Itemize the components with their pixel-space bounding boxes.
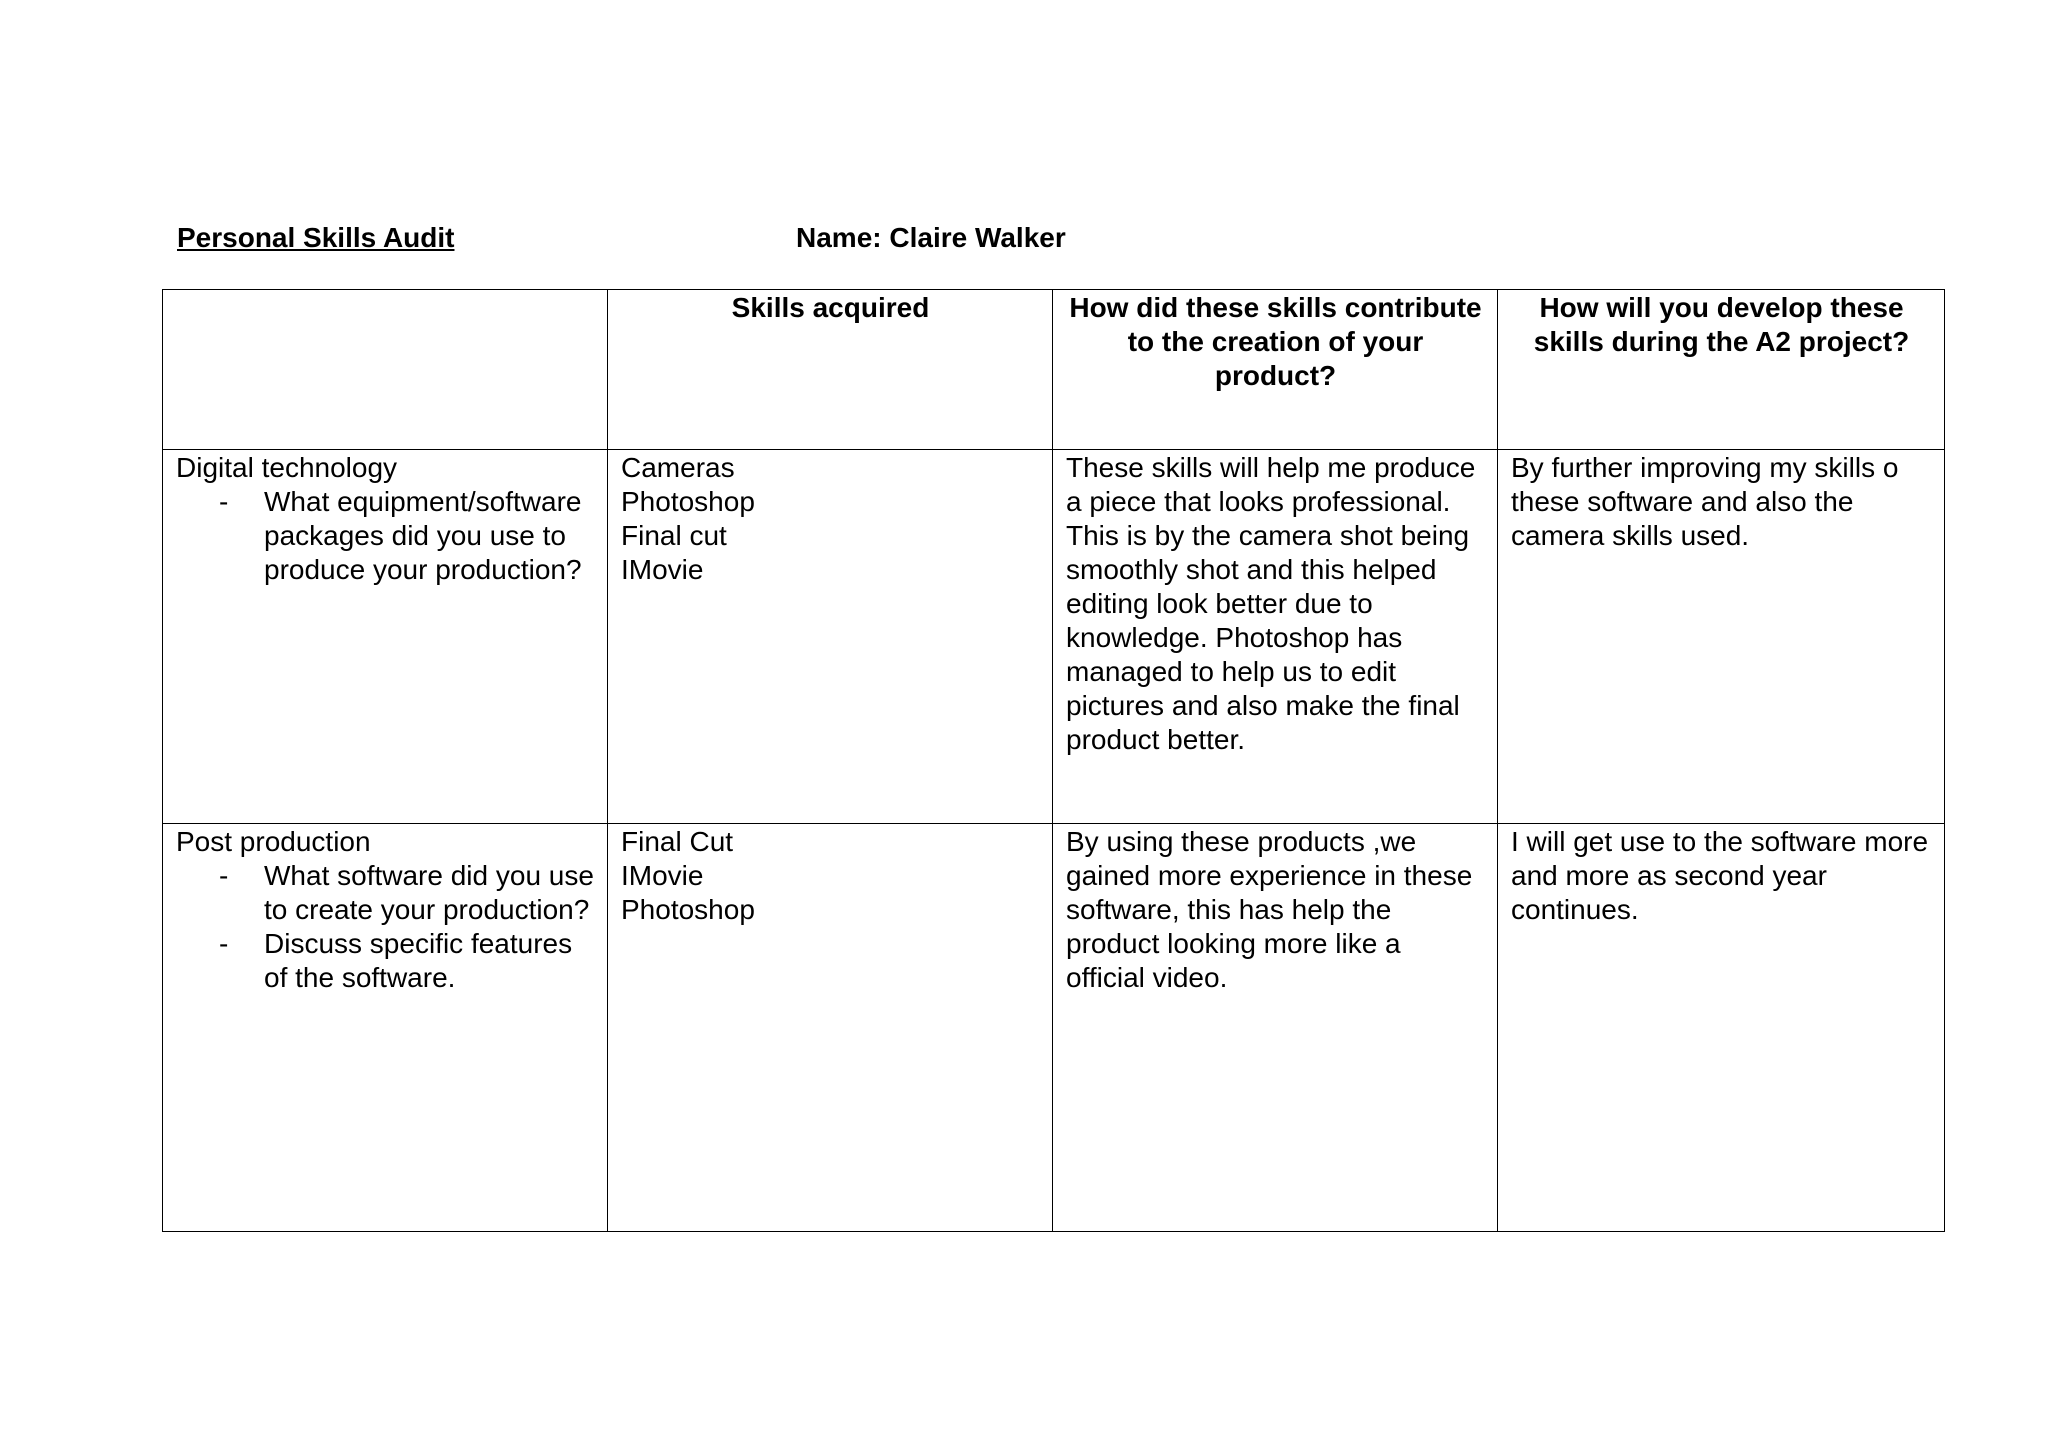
dash-bullet: - xyxy=(219,860,229,891)
contribution-cell: By using these products ,we gained more experience in these software, this has help the product looking more like a official video. xyxy=(1053,824,1498,1232)
header-contribution: How did these skills contribute to the creation of your product? xyxy=(1053,290,1498,450)
header-skills-acquired: Skills acquired xyxy=(608,290,1053,450)
header-development: How will you develop these skills during the A2 project? xyxy=(1498,290,1945,450)
skill-item: Final cut xyxy=(621,520,727,551)
development-cell: I will get use to the software more and more as second year continues. xyxy=(1498,824,1945,1232)
skills-cell xyxy=(608,450,1053,824)
table-row xyxy=(163,824,1945,1232)
question-item xyxy=(176,485,595,587)
question-list xyxy=(176,485,595,587)
question-text: Discuss specific features of the software. xyxy=(264,928,573,993)
skill-item: Photoshop xyxy=(621,894,755,925)
dash-bullet: - xyxy=(219,486,229,517)
skill-item: Final Cut xyxy=(621,826,734,857)
student-name: Name: Claire Walker xyxy=(796,222,1066,253)
document-title: Personal Skills Audit xyxy=(177,222,455,253)
category-cell xyxy=(163,450,608,824)
skill-item: IMovie xyxy=(621,860,704,891)
table-row xyxy=(163,450,1945,824)
question-item xyxy=(176,859,595,927)
header-category xyxy=(163,290,608,450)
development-cell: By further improving my skills o these software and also the camera skills used. xyxy=(1498,450,1945,824)
category-label: Post production xyxy=(176,826,371,857)
question-list xyxy=(176,859,595,995)
skill-item: IMovie xyxy=(621,554,704,585)
dash-bullet: - xyxy=(219,928,229,959)
question-item xyxy=(176,927,595,995)
question-text: What software did you use to create your production? xyxy=(264,860,594,925)
skill-item: Cameras xyxy=(621,452,735,483)
table-header-row xyxy=(163,290,1945,450)
category-cell xyxy=(163,824,608,1232)
question-text: What equipment/software packages did you use to produce your production? xyxy=(264,486,582,585)
skill-item: Photoshop xyxy=(621,486,755,517)
category-label: Digital technology xyxy=(176,452,398,483)
skills-cell xyxy=(608,824,1053,1232)
contribution-cell: These skills will help me produce a piece that looks professional. This is by the camera shot being smoothly shot and this helped editing look better due to knowledge. Photoshop has managed to help us to edit pictures and also make the final product better. xyxy=(1053,450,1498,824)
skills-audit-table xyxy=(162,289,1945,1232)
